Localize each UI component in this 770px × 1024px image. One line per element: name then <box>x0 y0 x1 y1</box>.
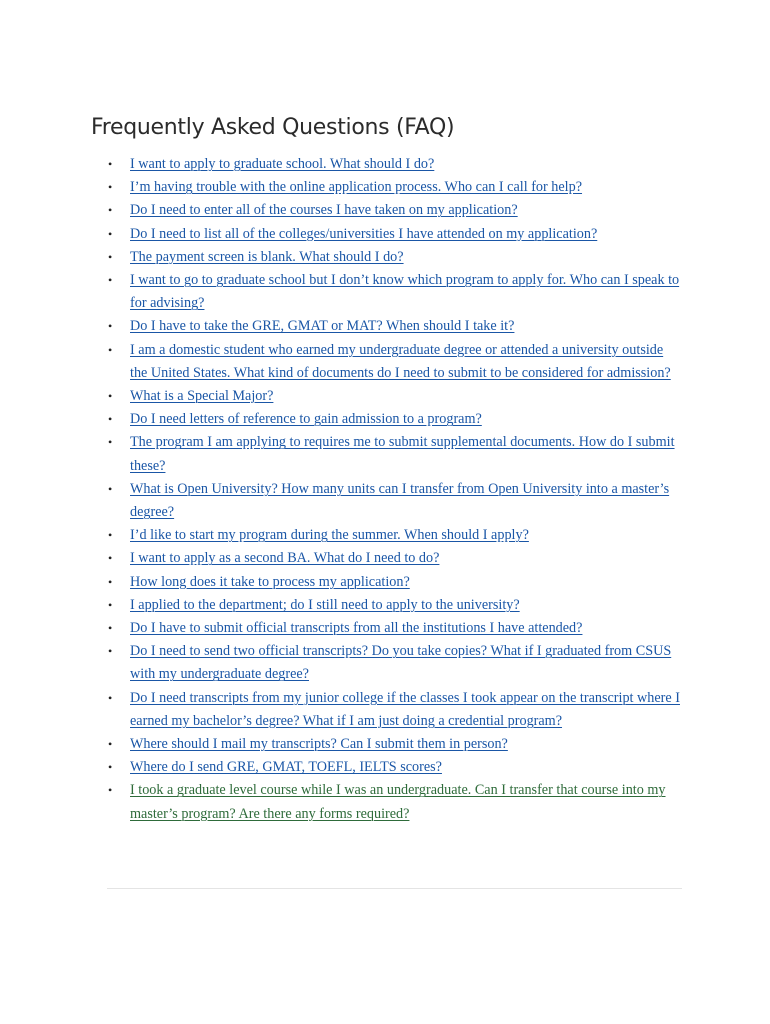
bullet-icon: • <box>108 319 113 334</box>
faq-item <box>108 478 683 524</box>
bullet-icon: • <box>108 203 113 218</box>
faq-item <box>108 687 683 733</box>
bullet-icon: • <box>108 597 113 612</box>
faq-item <box>108 617 683 640</box>
faq-item <box>108 269 683 315</box>
bullet-icon: • <box>108 249 113 264</box>
bullet-icon: • <box>108 342 113 357</box>
faq-item <box>108 339 683 385</box>
faq-question-link[interactable]: Where do I send GRE, GMAT, TOEFL, IELTS scores? <box>130 759 442 776</box>
bullet-icon: • <box>108 551 113 566</box>
faq-question-link[interactable]: Do I have to take the GRE, GMAT or MAT? When should I take it? <box>130 318 515 335</box>
bullet-icon: • <box>108 528 113 543</box>
faq-item <box>108 733 683 756</box>
bullet-icon: • <box>108 621 113 636</box>
faq-question-link[interactable]: How long does it take to process my application? <box>130 573 410 590</box>
faq-item <box>108 176 683 199</box>
bullet-icon: • <box>108 157 113 171</box>
faq-question-link[interactable]: What is a Special Major? <box>130 388 274 405</box>
faq-item <box>108 640 683 686</box>
faq-question-link[interactable]: The payment screen is blank. What should I do? <box>130 248 404 265</box>
page-title: Frequently Asked Questions (FAQ) <box>91 115 455 140</box>
faq-item <box>108 571 683 594</box>
bullet-icon: • <box>108 389 113 404</box>
faq-question-link[interactable]: Do I need to enter all of the courses I have taken on my application? <box>130 202 518 219</box>
faq-list <box>108 153 683 826</box>
faq-question-link[interactable]: I’d like to start my program during the summer. When should I apply? <box>130 527 529 544</box>
bullet-icon: • <box>108 273 113 288</box>
faq-question-link[interactable]: I want to go to graduate school but I don’t know which program to apply for. Who can I speak to for advising? <box>130 272 680 312</box>
faq-item <box>108 246 683 269</box>
bullet-icon: • <box>108 690 113 705</box>
faq-item <box>108 153 683 176</box>
faq-question-link[interactable]: The program I am applying to requires me to submit supplemental documents. How do I submit these? <box>130 434 675 474</box>
faq-question-link[interactable]: What is Open University? How many units can I transfer from Open University into a master’s degree? <box>130 480 670 521</box>
faq-question-link[interactable]: I want to apply to graduate school. What should I do? <box>130 156 435 172</box>
faq-question-link[interactable]: I applied to the department; do I still need to apply to the university? <box>130 596 520 613</box>
bullet-icon: • <box>108 737 113 752</box>
faq-question-link[interactable]: Do I need to list all of the colleges/universities I have attended on my application? <box>130 225 598 242</box>
faq-item <box>108 315 683 338</box>
faq-item <box>108 547 683 570</box>
faq-item <box>108 199 683 222</box>
bullet-icon: • <box>108 760 113 775</box>
faq-question-link[interactable]: I am a domestic student who earned my undergraduate degree or attended a university outside the United States. What kind of documents do I need to submit to be considered for admission? <box>130 341 671 381</box>
faq-item <box>108 408 683 431</box>
faq-item <box>108 756 683 779</box>
faq-question-link[interactable]: I’m having trouble with the online application process. Who can I call for help? <box>130 179 583 196</box>
bullet-icon: • <box>108 481 113 496</box>
bullet-icon: • <box>108 226 113 241</box>
faq-question-link[interactable]: Do I need letters of reference to gain admission to a program? <box>130 411 482 428</box>
faq-question-link[interactable]: I want to apply as a second BA. What do I need to do? <box>130 550 440 567</box>
faq-item <box>108 779 683 825</box>
divider <box>107 888 682 889</box>
bullet-icon: • <box>108 574 113 589</box>
bullet-icon: • <box>108 783 113 798</box>
faq-question-link[interactable]: Where should I mail my transcripts? Can I submit them in person? <box>130 736 508 753</box>
bullet-icon: • <box>108 435 113 450</box>
faq-question-link[interactable]: Do I need transcripts from my junior college if the classes I took appear on the transcript where I earned my bachelor’s degree? What if I am just doing a credential program? <box>130 689 680 729</box>
faq-item <box>108 431 683 477</box>
bullet-icon: • <box>108 412 113 427</box>
faq-item <box>108 385 683 408</box>
faq-item <box>108 524 683 547</box>
faq-question-link[interactable]: Do I need to send two official transcripts? Do you take copies? What if I graduated from CSUS with my undergraduate degree? <box>130 643 672 683</box>
faq-item <box>108 594 683 617</box>
faq-question-link[interactable]: Do I have to submit official transcripts from all the institutions I have attended? <box>130 620 583 637</box>
faq-question-link[interactable]: I took a graduate level course while I was an undergraduate. Can I transfer that course into my master’s program? Are there any forms required? <box>130 782 666 822</box>
faq-item <box>108 223 683 246</box>
bullet-icon: • <box>108 180 113 195</box>
bullet-icon: • <box>108 644 113 659</box>
